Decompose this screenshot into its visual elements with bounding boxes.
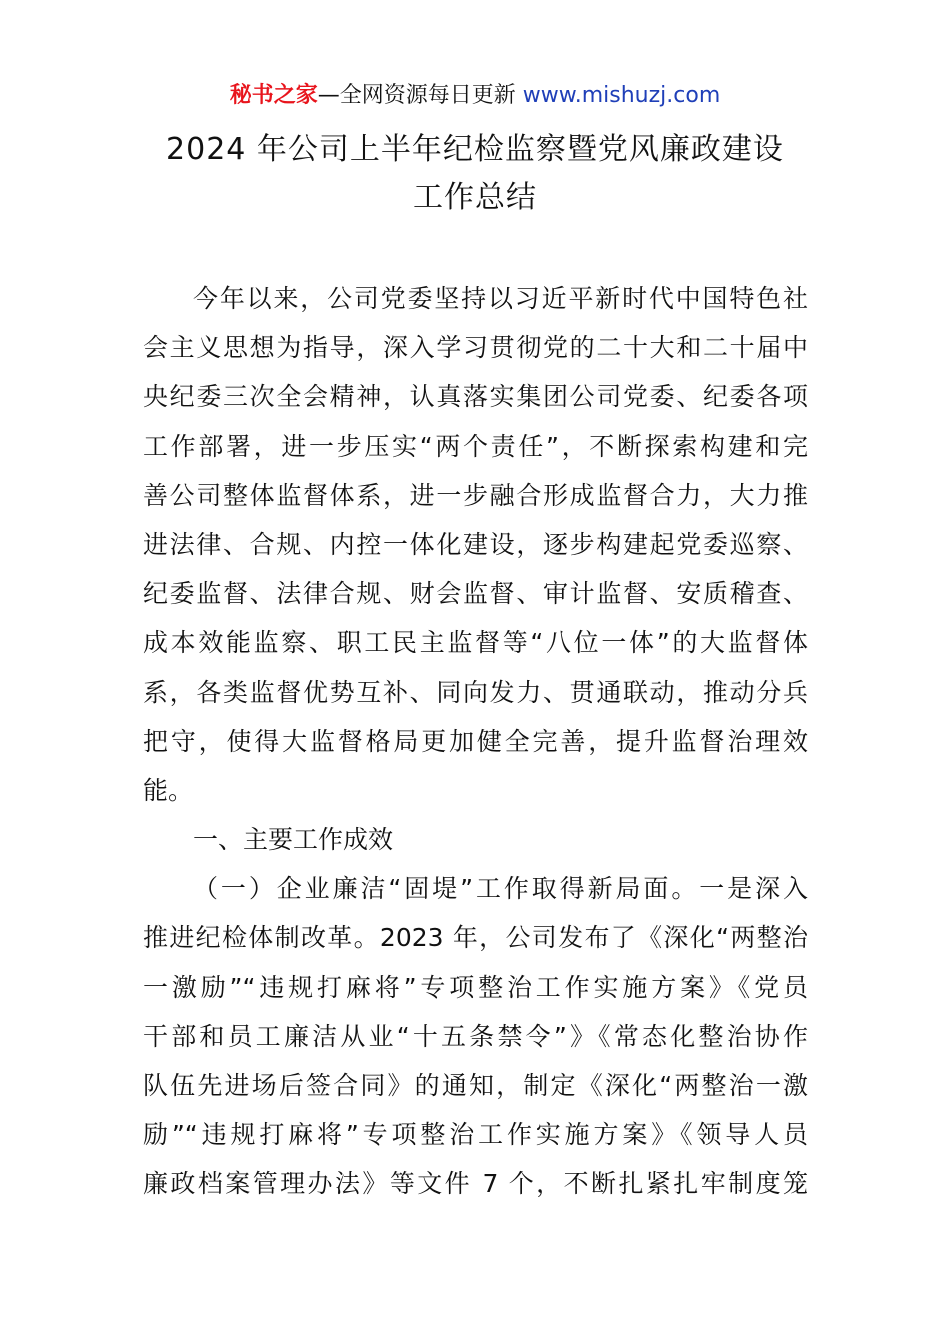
paragraph-line: 干部和员工廉洁从业“十五条禁令”》《常态化整治协作 <box>143 1021 808 1051</box>
document-title <box>0 126 950 222</box>
paragraph-line: 廉政档案管理办法》等文件 7 个，不断扎紧扎牢制度笼 <box>143 1169 808 1199</box>
paragraph-line: 推进纪检体制改革。2023 年，公司发布了《深化“两整治 <box>143 923 808 953</box>
paragraph-line: 进法律、合规、内控一体化建设，逐步构建起党委巡察、 <box>143 529 808 559</box>
header-tagline: —全网资源每日更新 <box>317 83 516 108</box>
paragraph-line: 工作部署，进一步压实“两个责任”，不断探索构建和完 <box>143 431 808 461</box>
paragraph-line: 善公司整体监督体系，进一步融合形成监督合力，大力推 <box>143 480 808 510</box>
paragraph-line: 纪委监督、法律合规、财会监督、审计监督、安质稽查、 <box>143 579 808 609</box>
brand-name: 秘书之家 <box>229 83 318 108</box>
paragraph-line: 一激励”“违规打麻将”专项整治工作实施方案》《党员 <box>143 972 808 1002</box>
paragraph-line: 会主义思想为指导，深入学习贯彻党的二十大和二十届中 <box>143 333 808 363</box>
paragraph-line: （一）企业廉洁“固堤”工作取得新局面。一是深入 <box>193 874 808 904</box>
paragraph-line: 励”“违规打麻将”专项整治工作实施方案》《领导人员 <box>143 1120 808 1150</box>
paragraph-line: 队伍先进场后签合同》的通知，制定《深化“两整治一激 <box>143 1071 808 1100</box>
site-url-link[interactable]: www.mishuzj.com <box>522 83 721 108</box>
title-line-1: 2024 年公司上半年纪检监察暨党风廉政建设 <box>166 132 784 167</box>
paragraph-line: 系，各类监督优势互补、同向发力、贯通联动，推动分兵 <box>143 677 808 707</box>
title-line-2: 工作总结 <box>413 180 537 215</box>
section-heading: 一、主要工作成效 <box>193 825 394 855</box>
paragraph-line: 央纪委三次全会精神，认真落实集团公司党委、纪委各项 <box>143 382 808 412</box>
paragraph-line: 把守，使得大监督格局更加健全完善，提升监督治理效 <box>143 726 808 756</box>
document-body <box>143 274 808 1209</box>
paragraph-line: 今年以来，公司党委坚持以习近平新时代中国特色社 <box>193 284 808 313</box>
site-header <box>0 78 950 114</box>
paragraph-line: 能。 <box>143 775 194 805</box>
paragraph-line: 成本效能监察、职工民主监督等“八位一体”的大监督体 <box>143 628 808 658</box>
